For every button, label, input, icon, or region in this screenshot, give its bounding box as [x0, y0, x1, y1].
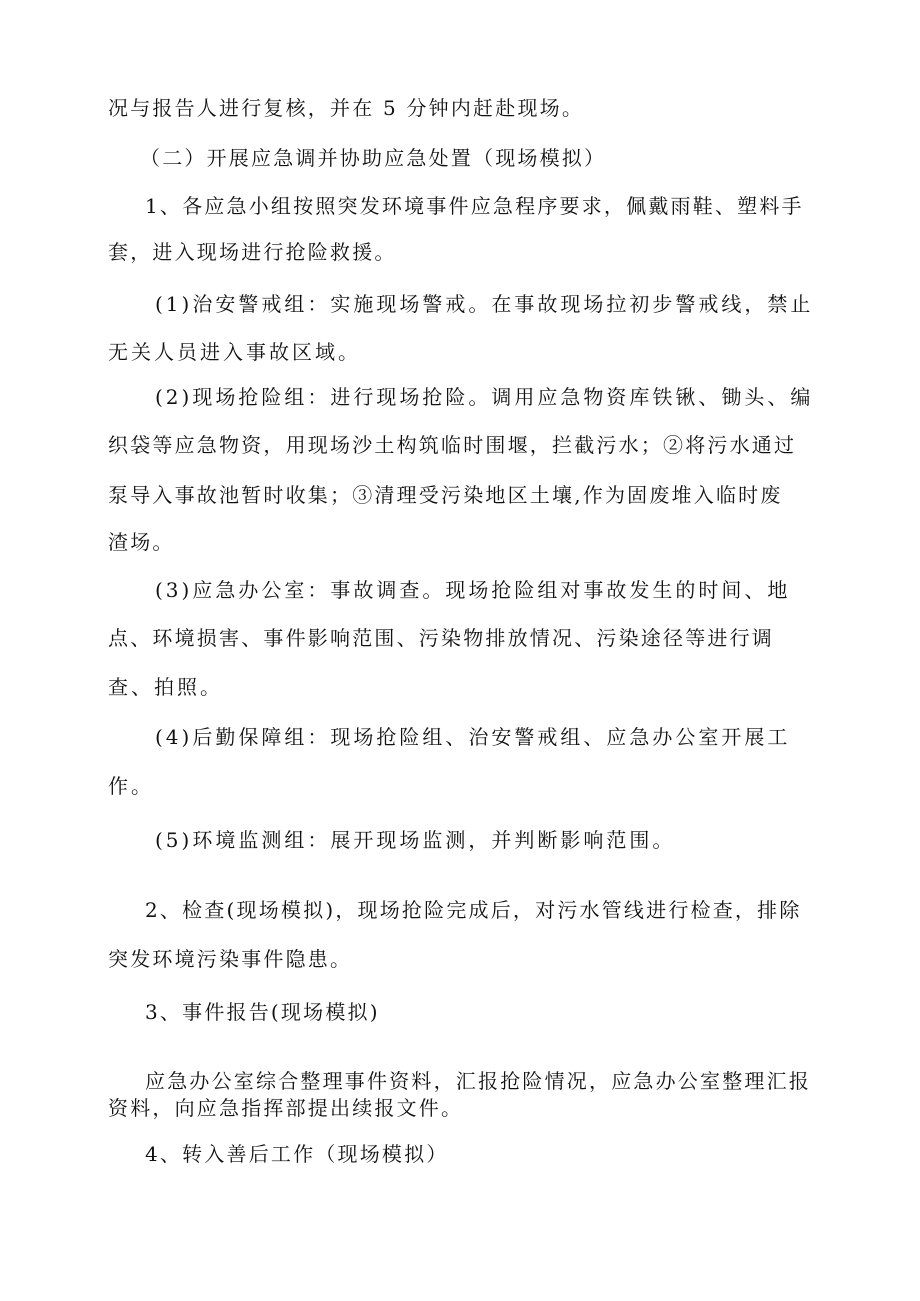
- text-line: 应急办公室综合整理事件资料，汇报抢险情况，应急办公室整理汇报: [145, 1069, 811, 1093]
- text-line: 点、环境损害、事件影响范围、污染物排放情况、污染途径等进行调: [108, 626, 774, 650]
- text-line: 渣场。: [108, 530, 175, 554]
- text-line: 况与报告人进行复核，并在 5 分钟内赶赴现场。: [108, 96, 585, 120]
- text-line: 1、各应急小组按照突发环境事件应急程序要求，佩戴雨鞋、塑料手: [145, 194, 804, 218]
- text-line: 突发环境污染事件隐患。: [108, 947, 353, 971]
- text-line: 作。: [108, 774, 154, 798]
- text-line: 资料，向应急指挥部提出续报文件。: [108, 1096, 464, 1120]
- text-line: (2)现场抢险组：进行现场抢险。调用应急物资库铁锹、锄头、编: [155, 385, 814, 409]
- section-heading: 4、转入善后工作（现场模拟）: [145, 1142, 449, 1166]
- text-line: 2、检查(现场模拟)，现场抢险完成后，对污水管线进行检查，排除: [145, 898, 802, 922]
- text-line: (3)应急办公室：事故调查。现场抢险组对事故发生的时间、地: [155, 578, 791, 602]
- text-line: 无关人员进入事故区域。: [108, 340, 361, 364]
- section-heading: 3、事件报告(现场模拟): [145, 1000, 380, 1024]
- text-line: (5)环境监测组：展开现场监测，并判断影响范围。: [155, 828, 676, 852]
- text-line: 织袋等应急物资，用现场沙土构筑临时围堰，拦截污水；②将污水通过: [108, 433, 797, 457]
- section-heading: （二）开展应急调并协助应急处置（现场模拟）: [140, 146, 607, 170]
- text-line: 泵导入事故池暂时收集；③清理受污染地区土壤,作为固废堆入临时废: [108, 483, 783, 507]
- text-line: 查、拍照。: [108, 675, 223, 699]
- text-line: (4)后勤保障组：现场抢险组、治安警戒组、应急办公室开展工: [155, 725, 791, 749]
- text-line: 套，进入现场进行抢险救援。: [108, 240, 397, 264]
- text-line: (1)治安警戒组：实施现场警戒。在事故现场拉初步警戒线，禁止: [155, 292, 814, 316]
